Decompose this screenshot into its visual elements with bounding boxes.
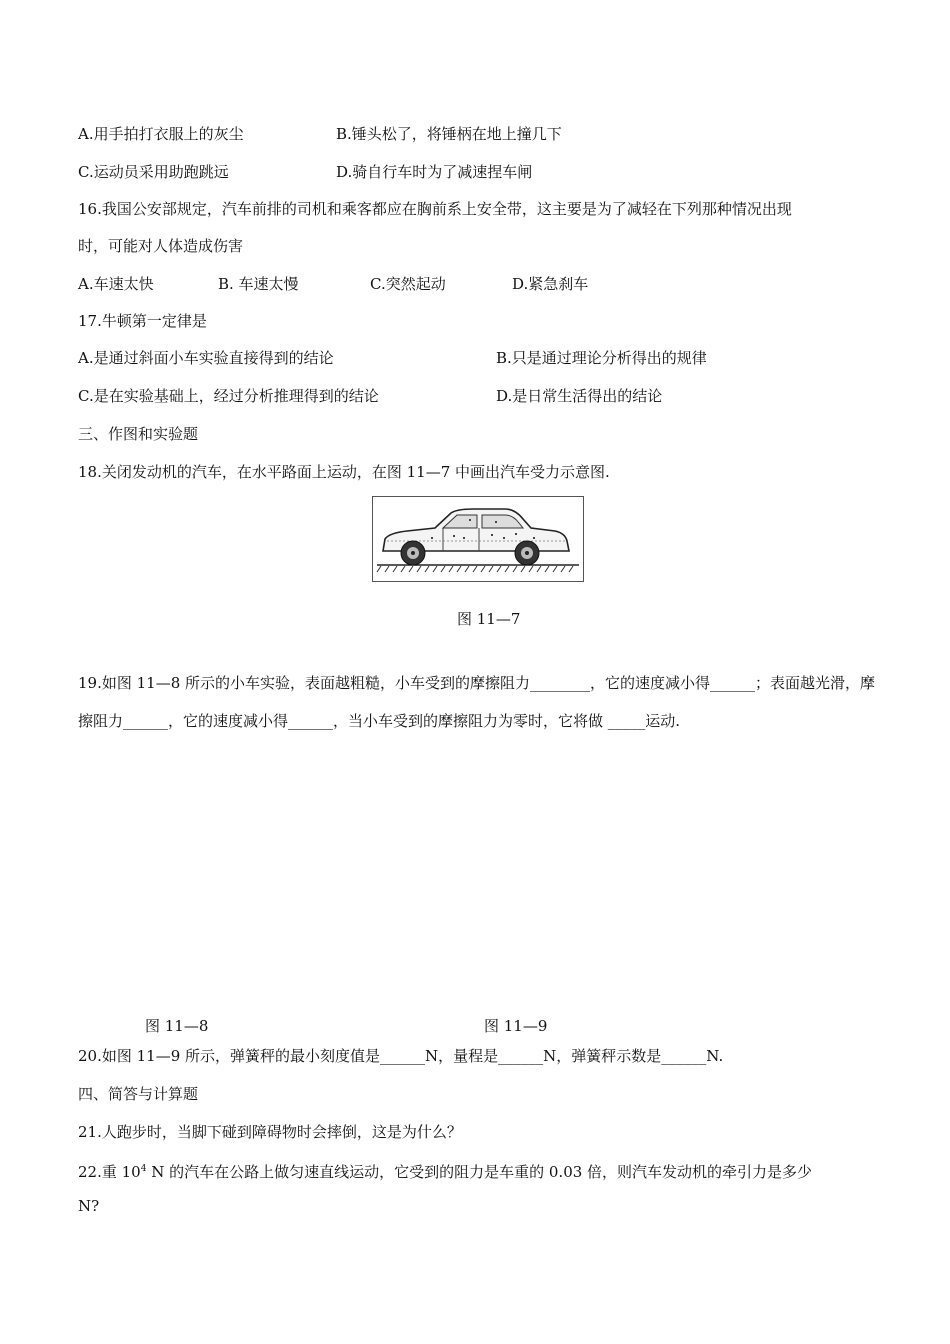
q15-option-c: C.运动员采用助跑跳远	[78, 163, 229, 181]
q17-option-c: C.是在实验基础上，经过分析推理得到的结论	[78, 387, 379, 405]
car-illustration	[373, 497, 583, 581]
q16-option-b: B. 车速太慢	[218, 275, 299, 293]
q19-text: 19.如图 11—8 所示的小车实验，表面越粗糙，小车受到的摩擦阻力________，它的速度减小得______；表面越光滑，摩擦阻力______，它的速度减小得______，当小车受到的摩擦阻力为零时，它将做 _____运动.	[78, 674, 876, 730]
q15-option-d: D.骑自行车时为了减速捏车闸	[336, 163, 533, 181]
q16-option-d: D.紧急刹车	[512, 275, 589, 293]
q17-option-d: D.是日常生活得出的结论	[496, 387, 663, 405]
q21-stem: 21.人跑步时，当脚下碰到障碍物时会摔倒，这是为什么？	[78, 1123, 462, 1141]
q15-option-b: B.锤头松了，将锤柄在地上撞几下	[336, 125, 562, 143]
q17-option-a: A.是通过斜面小车实验直接得到的结论	[78, 349, 334, 367]
figure-11-8-caption: 图 11—8	[145, 1017, 209, 1035]
q16-option-a: A.车速太快	[78, 275, 154, 293]
q17-option-b: B.只是通过理论分析得出的规律	[496, 349, 707, 367]
q16-stem-line2: 时，可能对人体造成伤害	[78, 237, 244, 255]
q15-option-a: A.用手拍打衣服上的灰尘	[78, 125, 244, 143]
q22-stem-line1	[78, 1159, 812, 1182]
q16-option-c: C.突然起动	[370, 275, 446, 293]
section-heading-3: 三、作图和实验题	[78, 425, 199, 443]
q22-stem-post: N 的汽车在公路上做匀速直线运动，它受到的阻力是车重的 0.03 倍，则汽车发动机的牵引力是多少	[146, 1163, 813, 1181]
q22-stem-line2: N?	[78, 1197, 100, 1215]
figure-11-9-caption: 图 11—9	[484, 1017, 548, 1035]
q18-stem: 18.关闭发动机的汽车，在水平路面上运动，在图 11—7 中画出汽车受力示意图.	[78, 463, 610, 481]
car-figure	[372, 496, 584, 582]
q20-stem: 20.如图 11—9 所示，弹簧秤的最小刻度值是______N，量程是______N，弹簧秤示数是______N.	[78, 1047, 724, 1065]
q22-exponent: 4	[140, 1164, 147, 1174]
figure-11-7-caption: 图 11—7	[457, 610, 521, 628]
q22-stem-pre: 22.重 10	[78, 1163, 141, 1181]
section-heading-4: 四、简答与计算题	[78, 1085, 199, 1103]
q17-stem: 17.牛顿第一定律是	[78, 312, 207, 330]
q16-stem-line1: 16.我国公安部规定，汽车前排的司机和乘客都应在胸前系上安全带，这主要是为了减轻在下列那种情况出现	[78, 200, 792, 218]
